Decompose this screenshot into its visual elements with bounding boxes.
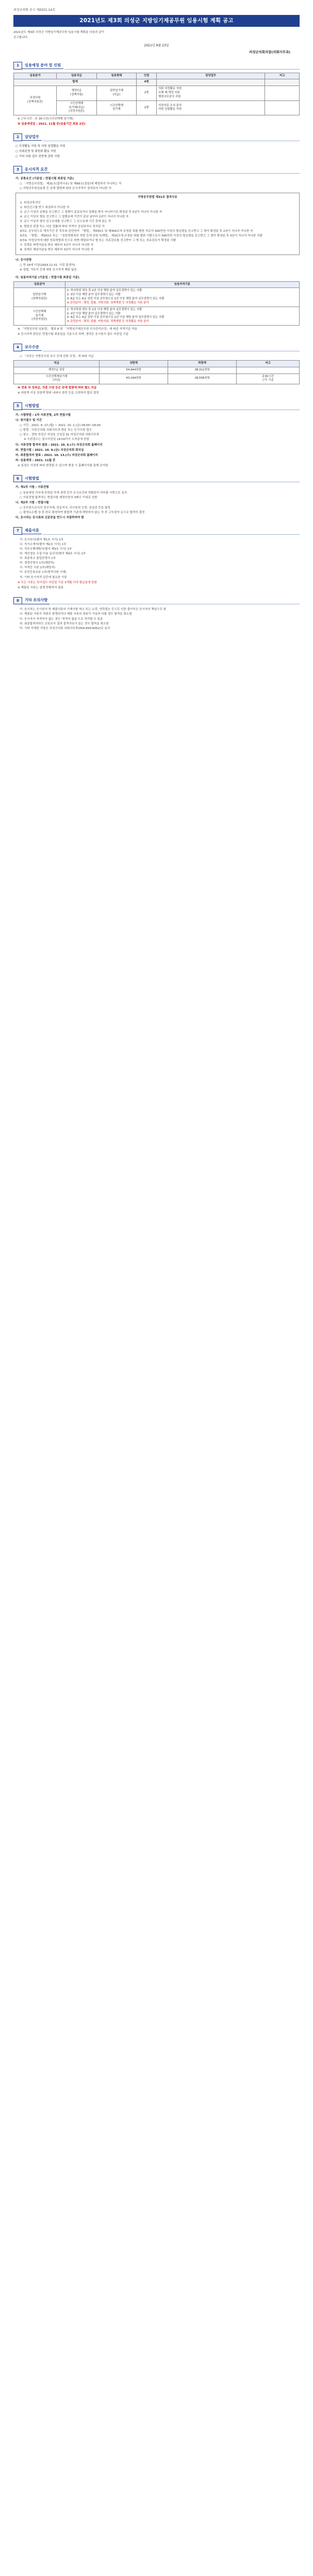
list-item: 5. 금고 이상의 형의 선고유예를 선고받고 그 선고유예 기간 중에 있는 자 [20,220,111,224]
text-line: 다. 서류전형 합격자 발표 : 2021. 10. 6.(수) 의성군의회 홈페이지 [15,443,103,447]
list-item: 나. 자기소개서(별지 제2호 서식) 1부 [20,543,67,546]
list-item: 아. 주민등록초본 1부(병적사항 기재) [20,571,67,574]
section-title: 기타 유의사항 [22,597,50,604]
text-line: 가. 제1차 시험 : 서류전형 [15,486,49,489]
col-header: 하한액 [168,360,237,367]
section-number: 1 [13,62,22,69]
text-line: 가. 시험방법 : 1차 서류전형, 2차 면접시험 [15,413,71,417]
issuing-org: 의성군의회의장(의회사무과) [249,49,290,54]
col-header: 임용분야 [14,281,65,288]
text-line: ○ 지방공무원임용령 등 관계 법령에 따라 응시자격이 정지되지 아니한 자 [20,187,111,190]
list-item: 나. 제출된 서류가 허위로 판명되거나 제출 서류의 내용이 사실과 다를 경우 합격을 취소함 [20,613,132,616]
text-line: ○ 공무원으로서의 정신자세, 전문지식, 의사표현 능력, 성실성 등을 평정 [20,506,110,510]
list-item: 자. 기타 응시자격 입증에 필요한 서류 [20,575,67,579]
col-header: 임용형태 [96,73,137,79]
box-title: 지방공무원법 제31조 결격사유 [138,195,177,199]
text-line: ○ 「지방공무원법」 제31조(결격사유) 및 제66조(정년)에 해당하지 아니하는 자 [20,182,122,185]
table-row [14,374,300,384]
col-header: 임용자격기준 [65,281,299,288]
cell-min: 38,312천원 [168,367,237,374]
note: ※ 제출된 서류는 일체 반환하지 않음 [18,586,64,589]
col-header: 임용직급 [57,73,97,79]
text-line: 라. 면접시험 : 2021. 10. 8.(금) 의성군의회 회의실 [15,448,84,452]
section-2-header [13,133,300,141]
note: ※ 하한액 이상 상한액 범위 내에서 경력 등을 고려하여 협의 결정 [18,392,99,395]
col-header: 임용분야 [14,73,57,79]
section-number: 4 [13,344,22,351]
list-item: 6의2. 공무원으로 재직기간 중 직무와 관련하여 「형법」 제355조 및 제356조에 규정된 죄를 범한 자로서 300만원 이상의 벌금형을 선고받고 그 형이 확정된 후 2년이 지나지 아니한 자 [20,229,253,233]
positions-table [13,73,300,116]
intro [13,30,300,40]
cell-type: 일반임기제 (다급) [96,86,137,100]
col-header: 비고 [237,360,300,367]
note: ※ 근무시간 : 주 35시간(시간선택제 임기제) [18,117,73,121]
section-title: 보수수준 [22,344,42,351]
section-number: 6 [13,475,22,482]
text-line: ○ 장소 : 경북 의성군 의성읍 군청길 31 의성군의회 의회사무과 [20,433,100,437]
table-row [14,367,300,374]
cell-criteria: 1. 학사학위 취득 후 2년 이상 해당 분야 실무경력이 있는 사람 2. 3년 이상 해당 분야 실무경력이 있는 사람 3. 8급 또는 8급 상당 이상 공무원으로 1년 이상 해당 분야 실무경력이 있는 사람 ※ 관련분야 : 행정, 법률, 지방의회, 정책개발 등 의정활동 지원 분야 [65,288,299,307]
note: ※ 일정은 사정에 따라 변경될 수 있으며 변경 시 홈페이지를 통해 공지함 [18,464,108,467]
cell-note [265,100,300,115]
text-line: ○ 평정요소별 상·중·하로 평정하여 불합격 기준에 해당하지 않는 자 중 고득점자 순으로 합격자 결정 [20,511,145,515]
subsection-title: 가. 공통요건 (기준일 : 면접시험 최종일 기준) [15,177,74,180]
text-line: ○ 임용예정 직무에 관련된 자격·경력 등이 응시요건에 적합한지 여부를 서면으로 심사 [20,491,127,495]
col-header: 인원 [137,73,157,79]
note: ※ 임용예정일 : 2021. 11월 중(임용기간 최초 2년) [18,123,86,126]
section-number: 3 [13,166,22,173]
list-item: 다. 응시자가 적격자가 없는 경우 '적격자 없음'으로 처리할 수 있음 [20,617,103,621]
list-item: 가. 응시자는 응시원서 및 제출서류의 기재사항 착오 또는 누락, 연락불능 등으로 인한 불이익은 응시자의 책임으로 함 [20,608,167,612]
text-line: ○ 「의성군 지방공무원 보수 등에 관한 규정」에 따라 지급 [20,354,94,358]
note: ※ 「지방공무원 임용령」 별표 6 및 「지방임기제공무원 인사관리규정」에 따른 자격기준 적용 [18,328,138,331]
section-title: 제출서류 [22,528,42,534]
section-title: 시험방법 [22,476,42,482]
list-item: 6. 법원의 판결 또는 다른 법률에 따라 자격이 상실되거나 정지된 자 [20,225,105,228]
section-4-header [13,344,300,351]
total-label: 합계 [14,79,137,86]
notice-title: 2021년도 제3회 의성군 지방임기제공무원 임용시험 계획 공고 [13,15,300,27]
cell-note [237,367,300,374]
table-row [14,86,300,100]
section-number: 7 [13,527,22,534]
text-line: 나. 제2차 시험 : 면접시험 [15,501,49,504]
duty-item: ○ 의정활동 지원 및 의원 입법활동 지원 [15,144,65,148]
cell-note: 주35시간 근무 기준 [237,374,300,384]
note: ※ 모든 서류는 원서접수 마감일 기준 3개월 이내 발급분에 한함 [18,581,97,584]
text-line: 다. 응시자는 응시표와 신분증을 반드시 지참하여야 함 [15,516,84,520]
cell-field: 의정지원 (정책지원관) [14,86,57,115]
cell-count: 2명 [137,86,157,100]
section-7-header [13,527,300,534]
section-number: 5 [13,402,22,410]
table-row [14,288,300,307]
cell-max: 43,164천원 [100,374,168,384]
cell-grade: 행정7급 상당 [14,367,100,374]
cell-criteria: 1. 학사학위 취득 후 1년 이상 해당 분야 실무경력이 있는 사람 2. 2년 이상 해당 분야 실무경력이 있는 사람 3. 9급 또는 9급 상당 이상 공무원으로 1년 이상 해당 분야 실무경력이 있는 사람 ※ 관련분야 : 행정, 법률, 지방의회, 정책개발 등 의정활동 지원 분야 [65,307,299,325]
cell-field: 일반임기제 (정책지원관) [14,288,65,307]
text-line: ○ 방법 : 의성군의회 의회사무과 방문 또는 등기우편 접수 [20,429,92,432]
list-item: 사. 자격증 사본 1부(해당자) [20,566,56,570]
text-line: ○ 만 18세 이상(2003.12.31. 이전 출생자) [20,264,75,267]
text-line: 나. 원서접수 및 기간 [15,418,42,422]
list-item: 2. 파산선고를 받고 복권되지 아니한 자 [20,206,70,210]
cell-min: 28,558천원 [168,374,237,384]
qualification-table [13,281,300,326]
text-line: ※ 우편접수는 접수마감일 18:00까지 도착분에 한함 [24,438,89,442]
section-title: 임용예정 분야 및 인원 [22,62,63,69]
list-item: 1. 피성년후견인 [20,201,41,205]
list-item: 바. 경력증명서 1부(해당자) [20,562,55,565]
table-row [14,307,300,325]
list-item: 다. 직무수행계획서(별지 제3호 서식) 1부 [20,547,72,551]
disqualification-box [15,193,300,255]
notice-page [0,0,313,647]
section-title: 응시자격 요건 [22,166,50,173]
section-6-header [13,475,300,482]
section-title: 담당업무 [22,134,42,141]
table-header-row [14,281,300,288]
notice-date: 2021년 9월 23일 [144,44,169,48]
duty-item: ○ 의회운영 및 위원회 활동 지원 [15,149,56,153]
total-count: 4명 [137,79,157,86]
list-item: 3. 금고 이상의 실형을 선고받고 그 집행이 종료되거나 집행을 받지 아니하기로 확정된 후 5년이 지나지 아니한 자 [20,211,162,214]
list-item: 라. 최종합격자라도 신원조사 결과 결격사유가 있는 경우 합격을 취소함 [20,622,109,625]
col-header: 직급 [14,360,100,367]
table-header-row [14,360,300,367]
salary-table [13,360,300,384]
cell-grade: 시간선택제임기제 (다급) [14,374,100,384]
subsection-title: 나. 응시연령 [15,259,32,262]
notice-number: 의성군의회 공고 제2021-14호 [13,8,56,12]
total-row [14,79,300,86]
cell-duty: 의회 의정활동 지원 조례 제·개정 지원 행정사무감사 지원 [156,86,265,100]
note: ※ 응시자격 판단은 면접시험 최종일을 기준으로 하며, 경력은 응시원서 접수 마감일 기준 [18,333,129,336]
list-item: 가. 응시원서(별지 제1호 서식) 1부 [20,538,64,541]
cell-grade: 행정7급 (정책지원) [57,86,97,100]
cell-field: 시간선택제 임기제 (의정지원관) [14,307,65,325]
col-header: 담당업무 [156,73,265,79]
section-3-header [13,166,300,173]
list-item: 마. 기타 자세한 사항은 의성군의회 의회사무과(054-830-6052)로 문의 [20,626,110,630]
list-item: 4. 금고 이상의 형을 선고받고 그 집행유예 기간이 끝난 날부터 2년이 지나지 아니한 자 [20,215,129,219]
intro-line: 2021년도 제3회 의성군 지방임기제공무원 임용시험 계획을 다음과 같이 [13,30,105,34]
list-item: 7. 징계로 파면처분을 받은 때부터 5년이 지나지 아니한 자 [20,244,93,247]
intro-line: 공고합니다. [13,36,28,40]
cell-note [265,86,300,100]
text-line: ○ 기간 : 2021. 9. 27.(월) ~ 2021. 10. 1.(금) 09:00~18:00 [20,424,101,428]
cell-duty: 의정자료 조사·분석 의원 입법활동 지원 [156,100,265,115]
text-line: ○ 서류전형 합격자는 면접시험 예정인원의 3배수 이내로 선발 [20,496,97,499]
section-number: 2 [13,133,22,141]
note: ※ 성별, 거주지 등에 대한 응시자격 제한 없음 [20,268,77,272]
cell-type: 시간선택제 임기제 [96,100,137,115]
list-item: 6의3. 「형법」 제303조 또는 「성폭력범죄의 처벌 등에 관한 특례법」 제10조에 규정된 죄를 범한 사람으로서 300만원 이상의 벌금형을 선고받고 그 형이 확정된 후 3년이 지나지 아니한 사람 [20,234,262,238]
text-line: 마. 최종합격자 발표 : 2021. 10. 13.(수) 의성군의회 홈페이지 [15,453,98,457]
list-item: 라. 개인정보 수집·이용 동의서(별지 제4호 서식) 1부 [20,552,86,556]
section-title: 시험방법 [22,403,42,410]
table-row [14,100,300,115]
table-header-row [14,73,300,79]
section-5-header [13,402,300,410]
col-header: 비고 [265,73,300,79]
note: ※ 연봉 외 성과급, 각종 수당 등은 관계 법령에 따라 별도 지급 [18,386,97,390]
list-item: 마. 최종학교 졸업증명서 1부 [20,557,56,561]
cell-max: 54,944천원 [100,367,168,374]
list-item: 8. 징계로 해임처분을 받은 때부터 3년이 지나지 아니한 자 [20,248,93,252]
section-1-header [13,62,300,69]
list-item: 6의4. 미성년자에 대한 성폭력범죄 등으로 파면·해임되거나 형 또는 치료감호를 선고받아 그 형 또는 치료감호가 확정된 사람 [20,239,176,242]
duty-item: ○ 기타 의회 업무 전반에 관한 사항 [15,155,60,159]
col-header: 상한액 [100,360,168,367]
cell-count: 2명 [137,100,157,115]
section-8-header [13,597,300,604]
subsection-title: 다. 임용자격기준 (기준일 : 면접시험 최종일 기준) [15,276,79,279]
text-line: 바. 임용예정 : 2021. 11월 중 [15,459,56,462]
section-number: 8 [13,597,22,604]
cell-grade: 시간선택제 임기제(다급) (의정지원관) [57,100,97,115]
